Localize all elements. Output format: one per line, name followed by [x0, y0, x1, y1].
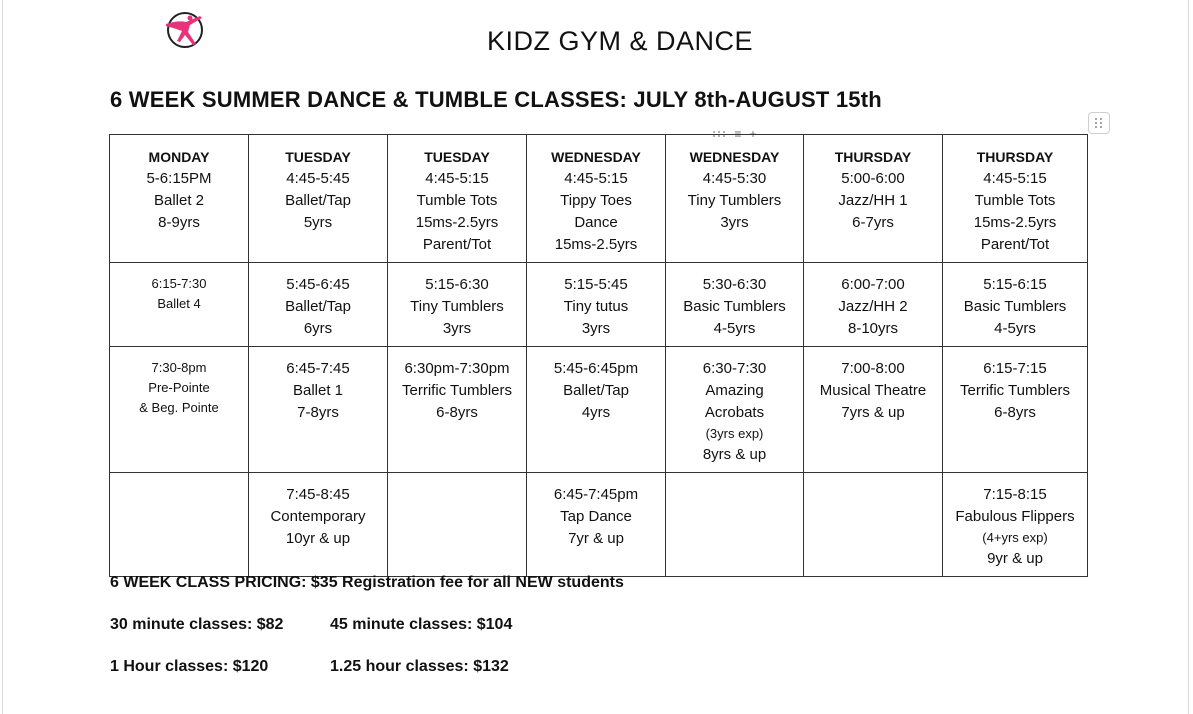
- schedule-cell: [804, 135, 943, 263]
- page-title: KIDZ GYM & DANCE: [486, 26, 754, 56]
- class-line: 4yrs: [581, 404, 611, 421]
- class-line: 4-5yrs: [713, 320, 756, 337]
- class-schedule-table: [109, 134, 1088, 577]
- class-line: 7:30-8pm: [151, 360, 207, 375]
- table-row: [110, 263, 1088, 347]
- schedule-cell: [666, 473, 804, 577]
- class-line: 7-8yrs: [297, 404, 339, 421]
- class-line: Tap Dance: [560, 508, 632, 525]
- class-line: Jazz/HH 2: [838, 298, 908, 315]
- schedule-cell: [249, 473, 388, 577]
- price-1-25-hour: 1.25 hour classes: $132: [330, 658, 509, 675]
- schedule-cell: [666, 135, 804, 263]
- class-line: Tippy Toes: [560, 192, 632, 209]
- schedule-cell: [804, 263, 943, 347]
- class-line: 6:45-7:45pm: [553, 486, 639, 503]
- schedule-cell: [110, 263, 249, 347]
- price-30-minute: 30 minute classes: $82: [110, 616, 284, 633]
- class-line: Contemporary: [270, 508, 366, 525]
- class-line: 4:45-5:15: [564, 170, 628, 187]
- class-line: Basic Tumblers: [963, 298, 1067, 315]
- pricing-headline: 6 WEEK CLASS PRICING: $35 Registration fee for all NEW students: [110, 574, 624, 591]
- class-line: 15ms-2.5yrs: [973, 214, 1057, 231]
- class-line: 3yrs: [720, 214, 749, 231]
- class-line: 7yr & up: [568, 530, 624, 547]
- class-line: Tiny tutus: [563, 298, 629, 315]
- class-line: Ballet/Tap: [285, 192, 351, 209]
- class-line: 6-8yrs: [994, 404, 1036, 421]
- class-line: 4:45-5:15: [983, 170, 1047, 187]
- schedule-cell: [666, 347, 804, 473]
- class-line: 5:15-6:30: [425, 276, 489, 293]
- table-row: [110, 347, 1088, 473]
- class-line: 6:30-7:30: [702, 360, 767, 377]
- class-line: Ballet 2: [153, 192, 205, 209]
- schedule-cell: [527, 473, 666, 577]
- class-line: 5:00-6:00: [841, 170, 905, 187]
- class-line: 5:15-6:15: [983, 276, 1047, 293]
- schedule-cell: [388, 347, 527, 473]
- day-header: TUESDAY: [285, 149, 351, 165]
- schedule-cell: [527, 347, 666, 473]
- class-line: 5:45-6:45pm: [553, 360, 639, 377]
- schedule-cell: [943, 263, 1088, 347]
- schedule-cell: [110, 473, 249, 577]
- class-line: 6:15-7:30: [151, 276, 207, 291]
- schedule-cell: [943, 347, 1088, 473]
- class-line: Ballet/Tap: [563, 382, 629, 399]
- class-line: Dance: [574, 214, 618, 231]
- class-line: (3yrs exp): [705, 426, 764, 441]
- schedule-cell: [110, 135, 249, 263]
- class-line: 10yr & up: [285, 530, 351, 547]
- class-line: Ballet/Tap: [285, 298, 351, 315]
- schedule-cell: [249, 263, 388, 347]
- class-line: & Beg. Pointe: [139, 400, 219, 415]
- class-line: 8-9yrs: [158, 214, 200, 231]
- class-line: 6:30pm-7:30pm: [404, 360, 510, 377]
- class-line: 5:30-6:30: [702, 276, 767, 293]
- schedule-cell: [527, 263, 666, 347]
- class-line: 6:00-7:00: [841, 276, 905, 293]
- class-line: Acrobats: [704, 404, 765, 421]
- class-line: 6:45-7:45: [286, 360, 350, 377]
- class-line: 8-10yrs: [847, 320, 899, 337]
- class-line: Tumble Tots: [416, 192, 498, 209]
- sort-icon[interactable]: ≡: [734, 127, 742, 141]
- class-line: 5-6:15PM: [146, 170, 212, 187]
- price-1-hour: 1 Hour classes: $120: [110, 658, 269, 675]
- class-line: 7:00-8:00: [841, 360, 905, 377]
- class-line: Amazing: [705, 382, 764, 399]
- class-line: 3yrs: [581, 320, 611, 337]
- class-line: 7yrs & up: [841, 404, 905, 421]
- class-line: 4:45-5:45: [286, 170, 350, 187]
- day-header: WEDNESDAY: [689, 149, 780, 165]
- class-line: 4-5yrs: [994, 320, 1036, 337]
- schedule-cell: [388, 135, 527, 263]
- class-line: 6-7yrs: [852, 214, 894, 231]
- schedule-cell: [666, 263, 804, 347]
- add-icon[interactable]: +: [749, 127, 757, 141]
- class-line: Tiny Tumblers: [410, 298, 504, 315]
- schedule-cell: [804, 347, 943, 473]
- class-line: Pre-Pointe: [148, 380, 210, 395]
- class-line: 4:45-5:15: [425, 170, 489, 187]
- day-header: MONDAY: [148, 149, 210, 165]
- class-line: Jazz/HH 1: [838, 192, 908, 209]
- day-header: TUESDAY: [424, 149, 490, 165]
- class-line: 6:15-7:15: [983, 360, 1047, 377]
- schedule-cell: [110, 347, 249, 473]
- table-handle-icon[interactable]: [1088, 112, 1110, 134]
- table-row: [110, 473, 1088, 577]
- schedule-subtitle: 6 WEEK SUMMER DANCE & TUMBLE CLASSES: JULY 8th-AUGUST 15th: [110, 87, 882, 112]
- class-line: Musical Theatre: [819, 382, 927, 399]
- class-line: Terrific Tumblers: [959, 382, 1071, 399]
- schedule-cell: [249, 135, 388, 263]
- table-row: [110, 135, 1088, 263]
- class-line: 3yrs: [442, 320, 472, 337]
- schedule-cell: [804, 473, 943, 577]
- class-line: Terrific Tumblers: [401, 382, 513, 399]
- schedule-cell: [943, 473, 1088, 577]
- class-line: 5:15-5:45: [564, 276, 628, 293]
- class-line: Fabulous Flippers: [955, 508, 1075, 525]
- day-header: WEDNESDAY: [551, 149, 641, 165]
- class-line: Ballet 4: [157, 296, 201, 311]
- class-line: (4+yrs exp): [982, 530, 1048, 545]
- class-line: Parent/Tot: [980, 236, 1050, 253]
- schedule-cell: [388, 263, 527, 347]
- class-line: 15ms-2.5yrs: [554, 236, 638, 253]
- class-line: 6-8yrs: [436, 404, 478, 421]
- class-line: Parent/Tot: [422, 236, 492, 253]
- schedule-cell: [388, 473, 527, 577]
- schedule-cell: [527, 135, 666, 263]
- class-line: Basic Tumblers: [683, 298, 786, 315]
- day-header: THURSDAY: [834, 149, 912, 165]
- price-45-minute: 45 minute classes: $104: [330, 616, 513, 633]
- class-line: 6yrs: [303, 320, 333, 337]
- class-line: 8yrs & up: [702, 446, 767, 463]
- class-line: 5yrs: [303, 214, 333, 231]
- schedule-cell: [249, 347, 388, 473]
- class-line: 7:45-8:45: [286, 486, 350, 503]
- class-line: 5:45-6:45: [286, 276, 350, 293]
- class-line: Tumble Tots: [974, 192, 1056, 209]
- class-line: Ballet 1: [292, 382, 344, 399]
- class-line: 9yr & up: [987, 550, 1043, 567]
- day-header: THURSDAY: [976, 149, 1054, 165]
- class-line: 4:45-5:30: [702, 170, 767, 187]
- class-line: 15ms-2.5yrs: [415, 214, 499, 231]
- schedule-cell: [943, 135, 1088, 263]
- class-line: Tiny Tumblers: [687, 192, 782, 209]
- class-line: 7:15-8:15: [983, 486, 1047, 503]
